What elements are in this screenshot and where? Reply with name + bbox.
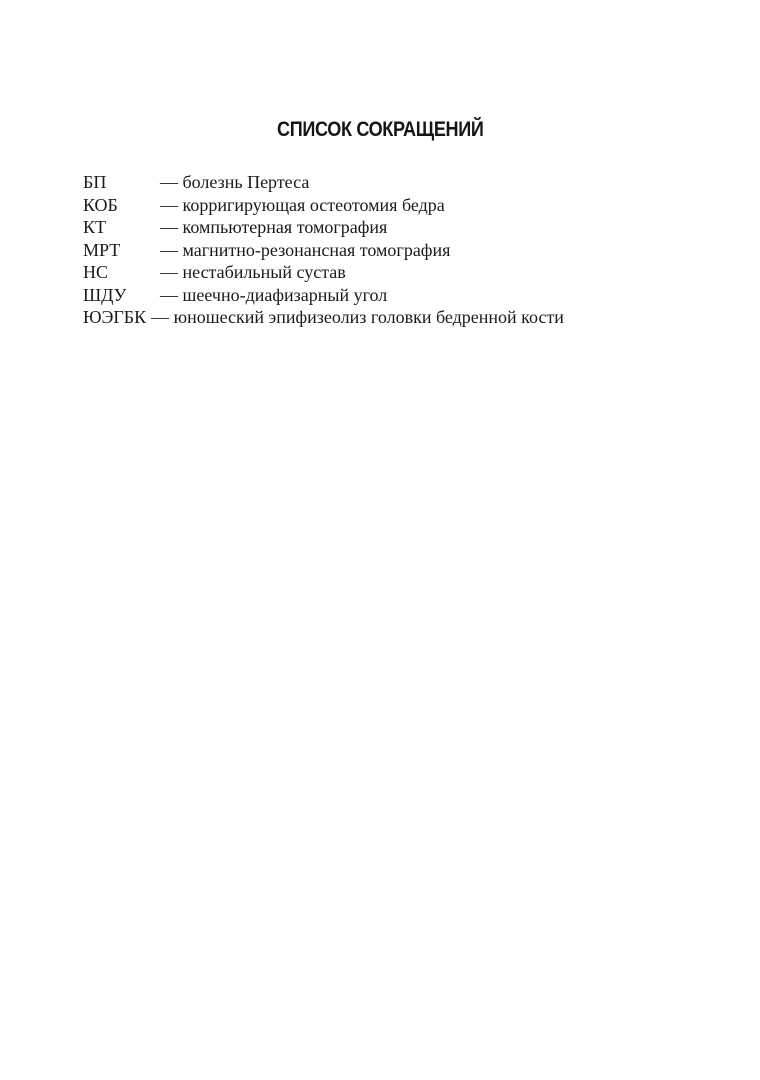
abbreviation-definition: — шеечно-диафизарный угол [160, 284, 388, 305]
list-item [83, 306, 564, 329]
list-item [83, 239, 564, 262]
list-item [83, 261, 564, 284]
abbreviation-definition: — нестабильный сустав [160, 262, 346, 282]
abbreviation-definition: — магнитно-резонансная томография [160, 239, 451, 260]
abbreviation-definition: — компьютерная томография [160, 217, 388, 237]
abbreviation-definition: — болезнь Пертеса [160, 172, 310, 192]
abbreviation-term: КОБ [83, 194, 118, 215]
list-item [83, 284, 564, 307]
abbreviation-term: БП [83, 172, 107, 192]
abbreviation-term: КТ [83, 217, 107, 237]
page-title: СПИСОК СОКРАЩЕНИЙ [277, 118, 484, 141]
abbreviation-definition: — юношеский эпифизеолиз головки бедренной кости [151, 307, 564, 327]
list-item [83, 194, 564, 217]
abbreviation-term: ЮЭГБК [83, 307, 147, 327]
abbreviation-definition: — корригирующая остеотомия бедра [160, 194, 445, 215]
abbreviation-term: ШДУ [83, 284, 127, 305]
abbreviation-term: НС [83, 262, 109, 282]
list-item [83, 171, 564, 194]
abbreviation-term: МРТ [83, 239, 121, 260]
abbreviation-list [83, 171, 564, 329]
list-item [83, 216, 564, 239]
